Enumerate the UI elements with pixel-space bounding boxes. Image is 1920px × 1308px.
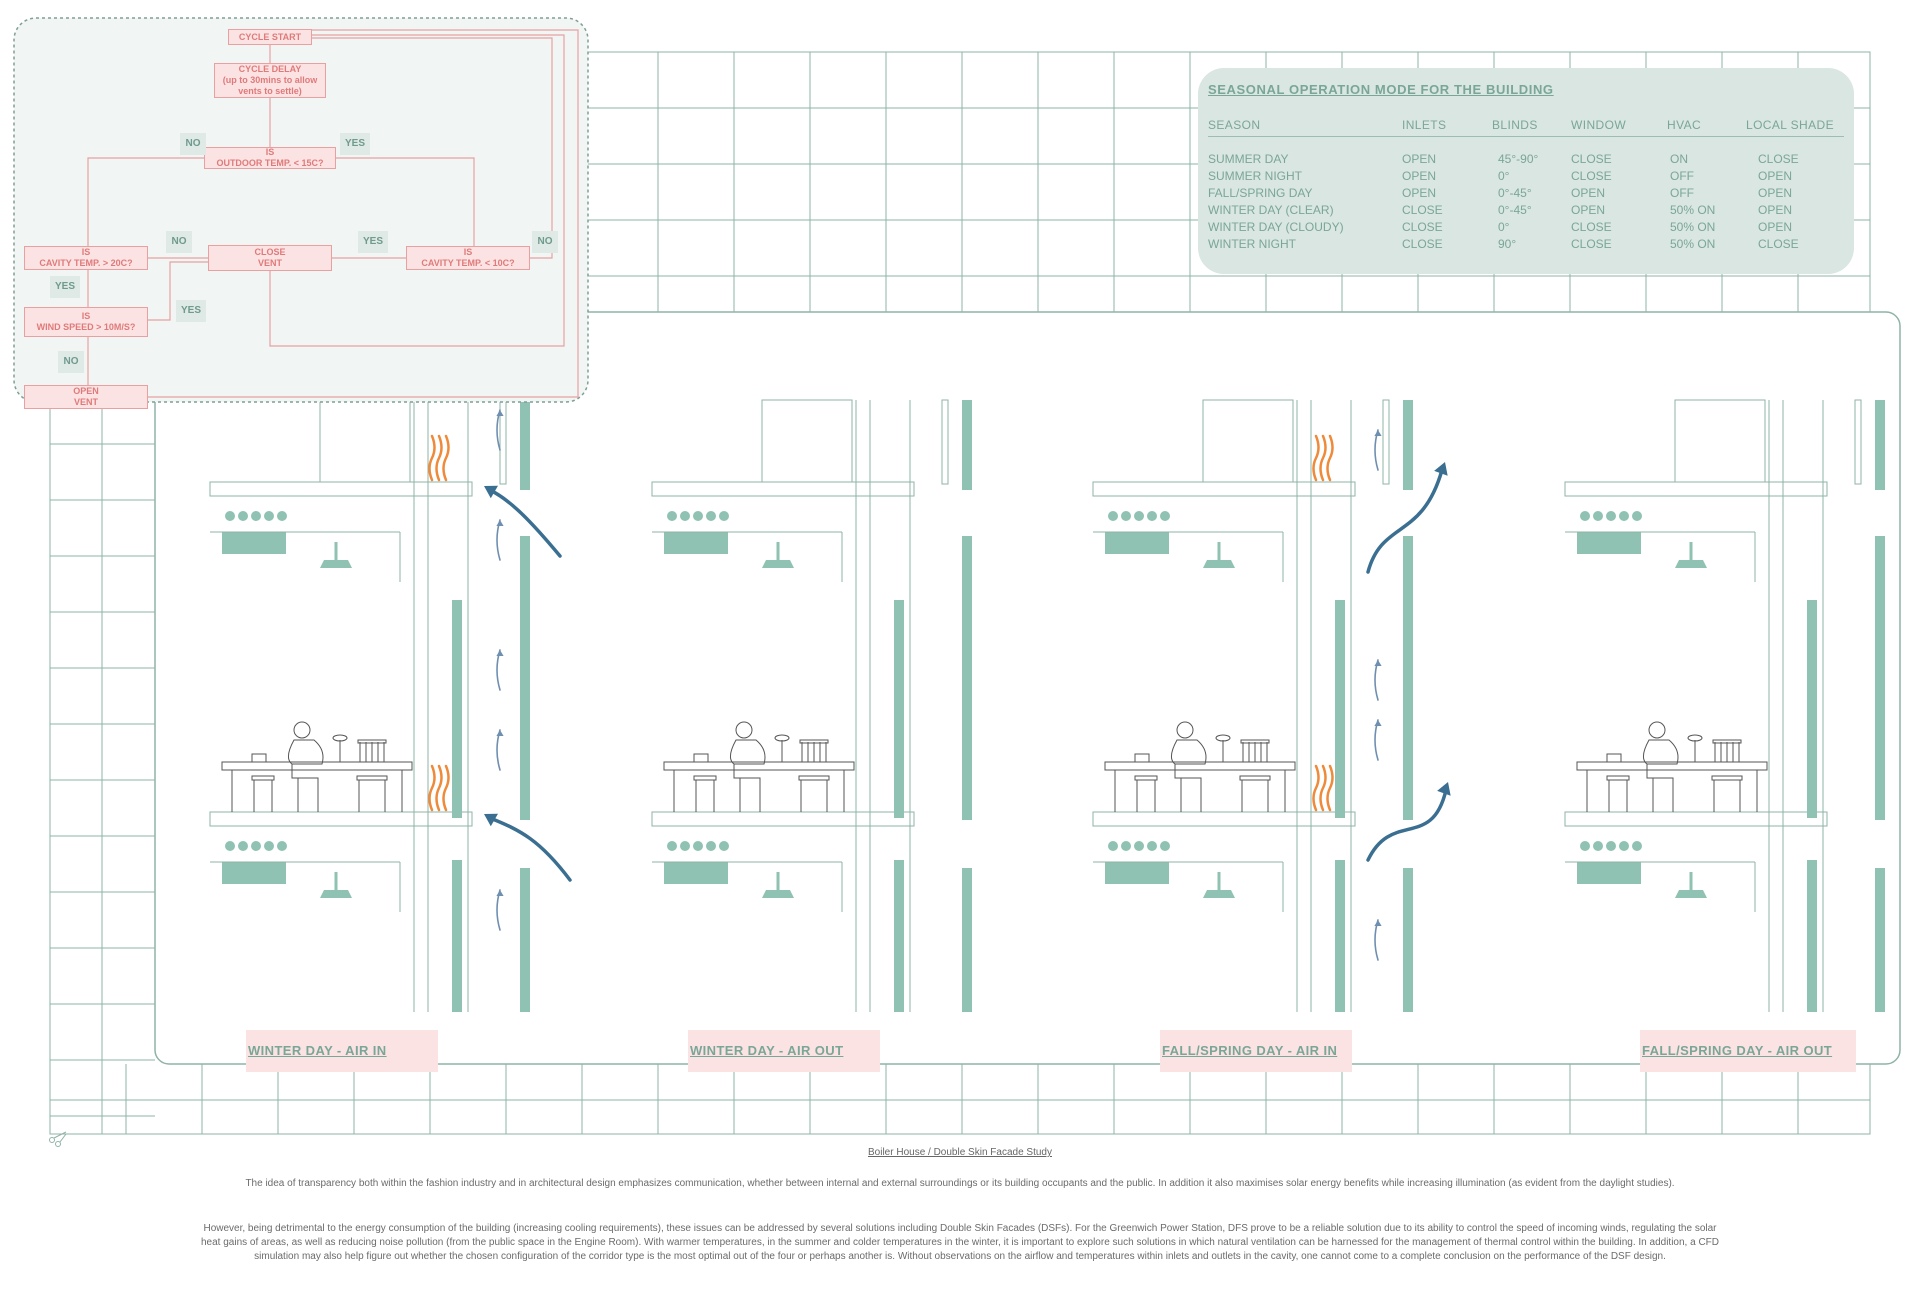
season-cell: WINTER NIGHT xyxy=(1208,237,1296,251)
season-cell: CLOSE xyxy=(1402,237,1443,251)
yes-tag: YES xyxy=(358,231,388,253)
outer-glazing xyxy=(520,400,530,490)
light-fixture xyxy=(277,841,287,851)
light-fixture xyxy=(719,841,729,851)
no-tag: NO xyxy=(532,231,558,253)
yes-tag: YES xyxy=(340,133,370,155)
cavity-lo-box: IS CAVITY TEMP. < 10C? xyxy=(406,246,530,270)
season-cell: CLOSE xyxy=(1402,220,1443,234)
light-fixture xyxy=(1632,511,1642,521)
outer-glazing xyxy=(1875,536,1885,820)
outer-glazing xyxy=(1403,536,1413,820)
no-tag: NO xyxy=(180,133,206,155)
ceiling-unit xyxy=(1105,532,1169,554)
light-fixture xyxy=(1147,841,1157,851)
ceiling-unit xyxy=(222,532,286,554)
light-fixture xyxy=(1160,841,1170,851)
light-fixture xyxy=(225,511,235,521)
season-cell: OPEN xyxy=(1758,220,1793,234)
light-fixture xyxy=(225,841,235,851)
season-cell: OPEN xyxy=(1402,152,1437,166)
season-cell: 0°-45° xyxy=(1498,186,1532,200)
inner-glazing xyxy=(1335,600,1345,818)
light-fixture xyxy=(1108,841,1118,851)
close-vent-box: CLOSE VENT xyxy=(208,245,332,271)
floor-slab xyxy=(1565,812,1827,826)
season-cell: OFF xyxy=(1670,169,1694,183)
caption-title: Boiler House / Double Skin Facade Study xyxy=(868,1147,1052,1158)
diffuser xyxy=(762,560,794,568)
season-cell: ON xyxy=(1670,152,1688,166)
light-fixture xyxy=(719,511,729,521)
inner-glazing xyxy=(1335,860,1345,1012)
light-fixture xyxy=(1134,511,1144,521)
floor-slab xyxy=(1093,482,1355,496)
season-cell: CLOSE xyxy=(1571,152,1612,166)
caption-paragraph-2: However, being detrimental to the energy consumption of the building (increasing cooling requirements), these issues can be addressed by several solutions including Double Skin Facades (DSFs). For the Greenwich Power Station, DFS prove to be a reliable solution due to its ability to control the speed of incoming winds, regulating the solar heat gains of areas, as well as reducing noise pollution (from the public space in the Engine Room). With warmer temperatures, in the summer and colder temperatures in the winter, it is important to explore such solutions in which natural ventilation can be harnessed for the management of thermal control within the building. In addition, a CFD simulation may also help figure out whether the chosen configuration of the corridor type is the most optimal out of the four or perhaps another is. Without observations on the airflow and temperatures within inlets and outlets in the cavity, one cannot come to a complete conclusion on the performance of the DSF design. xyxy=(200,1223,1719,1262)
diffuser xyxy=(320,890,352,898)
light-fixture xyxy=(264,841,274,851)
season-cell: CLOSE xyxy=(1571,169,1612,183)
season-cell: SUMMER NIGHT xyxy=(1208,169,1302,183)
light-fixture xyxy=(1606,841,1616,851)
outer-glazing xyxy=(962,536,972,820)
inner-glazing xyxy=(894,600,904,818)
light-fixture xyxy=(251,841,261,851)
cycle-start-box: CYCLE START xyxy=(228,29,312,45)
ceiling-unit xyxy=(664,532,728,554)
season-cell: WINTER DAY (CLEAR) xyxy=(1208,203,1334,217)
inner-glazing xyxy=(452,860,462,1012)
inner-glazing xyxy=(1807,600,1817,818)
light-fixture xyxy=(238,511,248,521)
light-fixture xyxy=(1147,511,1157,521)
season-cell: OPEN xyxy=(1758,169,1793,183)
season-cell: CLOSE xyxy=(1402,203,1443,217)
light-fixture xyxy=(1160,511,1170,521)
column-header-local-shade: LOCAL SHADE xyxy=(1746,118,1834,132)
season-cell: OPEN xyxy=(1402,169,1437,183)
season-cell: 0°-45° xyxy=(1498,203,1532,217)
scenario-label-4: FALL/SPRING DAY - AIR OUT xyxy=(1640,1030,1856,1072)
season-cell: 0° xyxy=(1498,220,1510,234)
caption-paragraph-1: The idea of transparency both within the fashion industry and in architectural design emphasizes communication, whether between internal and external surroundings or its building occupants and the public. In addition it also maximises solar energy benefits while increasing illumination (as evident from the daylight studies). xyxy=(245,1178,1675,1189)
light-fixture xyxy=(667,511,677,521)
light-fixture xyxy=(277,511,287,521)
header-rule xyxy=(1208,136,1844,137)
season-cell: WINTER DAY (CLOUDY) xyxy=(1208,220,1344,234)
outer-glazing xyxy=(1875,868,1885,1012)
season-cell: CLOSE xyxy=(1571,220,1612,234)
outer-glazing xyxy=(520,536,530,820)
season-cell: OPEN xyxy=(1758,203,1793,217)
diffuser xyxy=(1675,890,1707,898)
season-cell: OPEN xyxy=(1571,203,1606,217)
ceiling-unit xyxy=(1577,862,1641,884)
light-fixture xyxy=(706,511,716,521)
light-fixture xyxy=(1619,511,1629,521)
season-cell: 45°-90° xyxy=(1498,152,1539,166)
light-fixture xyxy=(693,841,703,851)
ceiling-unit xyxy=(664,862,728,884)
light-fixture xyxy=(680,841,690,851)
diffuser xyxy=(1203,560,1235,568)
outer-glazing xyxy=(962,868,972,1012)
column-header-window: WINDOW xyxy=(1571,118,1627,132)
seasonal-operation-panel xyxy=(1198,68,1854,274)
outer-glazing xyxy=(962,400,972,490)
season-cell: OPEN xyxy=(1402,186,1437,200)
floor-slab xyxy=(652,812,914,826)
season-cell: CLOSE xyxy=(1571,237,1612,251)
floor-slab xyxy=(652,482,914,496)
floor-slab xyxy=(210,812,472,826)
light-fixture xyxy=(1108,511,1118,521)
season-cell: SUMMER DAY xyxy=(1208,152,1289,166)
season-cell: FALL/SPRING DAY xyxy=(1208,186,1313,200)
diffuser xyxy=(320,560,352,568)
cycle-delay-box: CYCLE DELAY (up to 30mins to allow vents to settle) xyxy=(214,63,326,98)
inner-glazing xyxy=(452,600,462,818)
light-fixture xyxy=(693,511,703,521)
light-fixture xyxy=(1580,841,1590,851)
season-cell: OPEN xyxy=(1571,186,1606,200)
yes-tag: YES xyxy=(50,276,80,298)
diffuser xyxy=(1675,560,1707,568)
ceiling-unit xyxy=(222,862,286,884)
light-fixture xyxy=(1632,841,1642,851)
diffuser xyxy=(762,890,794,898)
season-cell: CLOSE xyxy=(1758,237,1799,251)
wind-speed-box: IS WIND SPEED > 10M/S? xyxy=(24,307,148,337)
inner-glazing xyxy=(894,860,904,1012)
outer-glazing xyxy=(1403,400,1413,490)
outer-glazing xyxy=(1403,868,1413,1012)
light-fixture xyxy=(1134,841,1144,851)
column-header-blinds: BLINDS xyxy=(1492,118,1538,132)
light-fixture xyxy=(680,511,690,521)
season-cell: OPEN xyxy=(1758,186,1793,200)
cavity-hi-box: IS CAVITY TEMP. > 20C? xyxy=(24,246,148,270)
season-table-title: SEASONAL OPERATION MODE FOR THE BUILDING xyxy=(1208,82,1554,97)
no-tag: NO xyxy=(166,231,192,253)
light-fixture xyxy=(264,511,274,521)
light-fixture xyxy=(1619,841,1629,851)
outdoor-temp-box: IS OUTDOOR TEMP. < 15C? xyxy=(204,147,336,169)
season-cell: 50% ON xyxy=(1670,203,1716,217)
scenario-label-2: WINTER DAY - AIR OUT xyxy=(688,1030,880,1072)
yes-tag: YES xyxy=(176,300,206,322)
floor-slab xyxy=(210,482,472,496)
light-fixture xyxy=(251,511,261,521)
ceiling-unit xyxy=(1105,862,1169,884)
season-cell: 50% ON xyxy=(1670,237,1716,251)
scenario-label-1: WINTER DAY - AIR IN xyxy=(246,1030,438,1072)
season-cell: 50% ON xyxy=(1670,220,1716,234)
light-fixture xyxy=(1593,841,1603,851)
season-cell: 0° xyxy=(1498,169,1510,183)
light-fixture xyxy=(1580,511,1590,521)
season-cell: 90° xyxy=(1498,237,1517,251)
column-header-hvac: HVAC xyxy=(1667,118,1702,132)
season-cell: CLOSE xyxy=(1758,152,1799,166)
outer-glazing xyxy=(520,868,530,1012)
floor-slab xyxy=(1093,812,1355,826)
open-vent-box: OPEN VENT xyxy=(24,385,148,409)
season-cell: OFF xyxy=(1670,186,1694,200)
scenario-label-3: FALL/SPRING DAY - AIR IN xyxy=(1160,1030,1352,1072)
diffuser xyxy=(1203,890,1235,898)
light-fixture xyxy=(238,841,248,851)
light-fixture xyxy=(1121,841,1131,851)
light-fixture xyxy=(1606,511,1616,521)
ceiling-unit xyxy=(1577,532,1641,554)
no-tag: NO xyxy=(58,351,84,373)
light-fixture xyxy=(706,841,716,851)
outer-glazing xyxy=(1875,400,1885,490)
column-header-inlets: INLETS xyxy=(1402,118,1447,132)
light-fixture xyxy=(1121,511,1131,521)
floor-slab xyxy=(1565,482,1827,496)
light-fixture xyxy=(667,841,677,851)
section-panel xyxy=(155,312,1900,1064)
light-fixture xyxy=(1593,511,1603,521)
inner-glazing xyxy=(1807,860,1817,1012)
column-header-season: SEASON xyxy=(1208,118,1261,132)
